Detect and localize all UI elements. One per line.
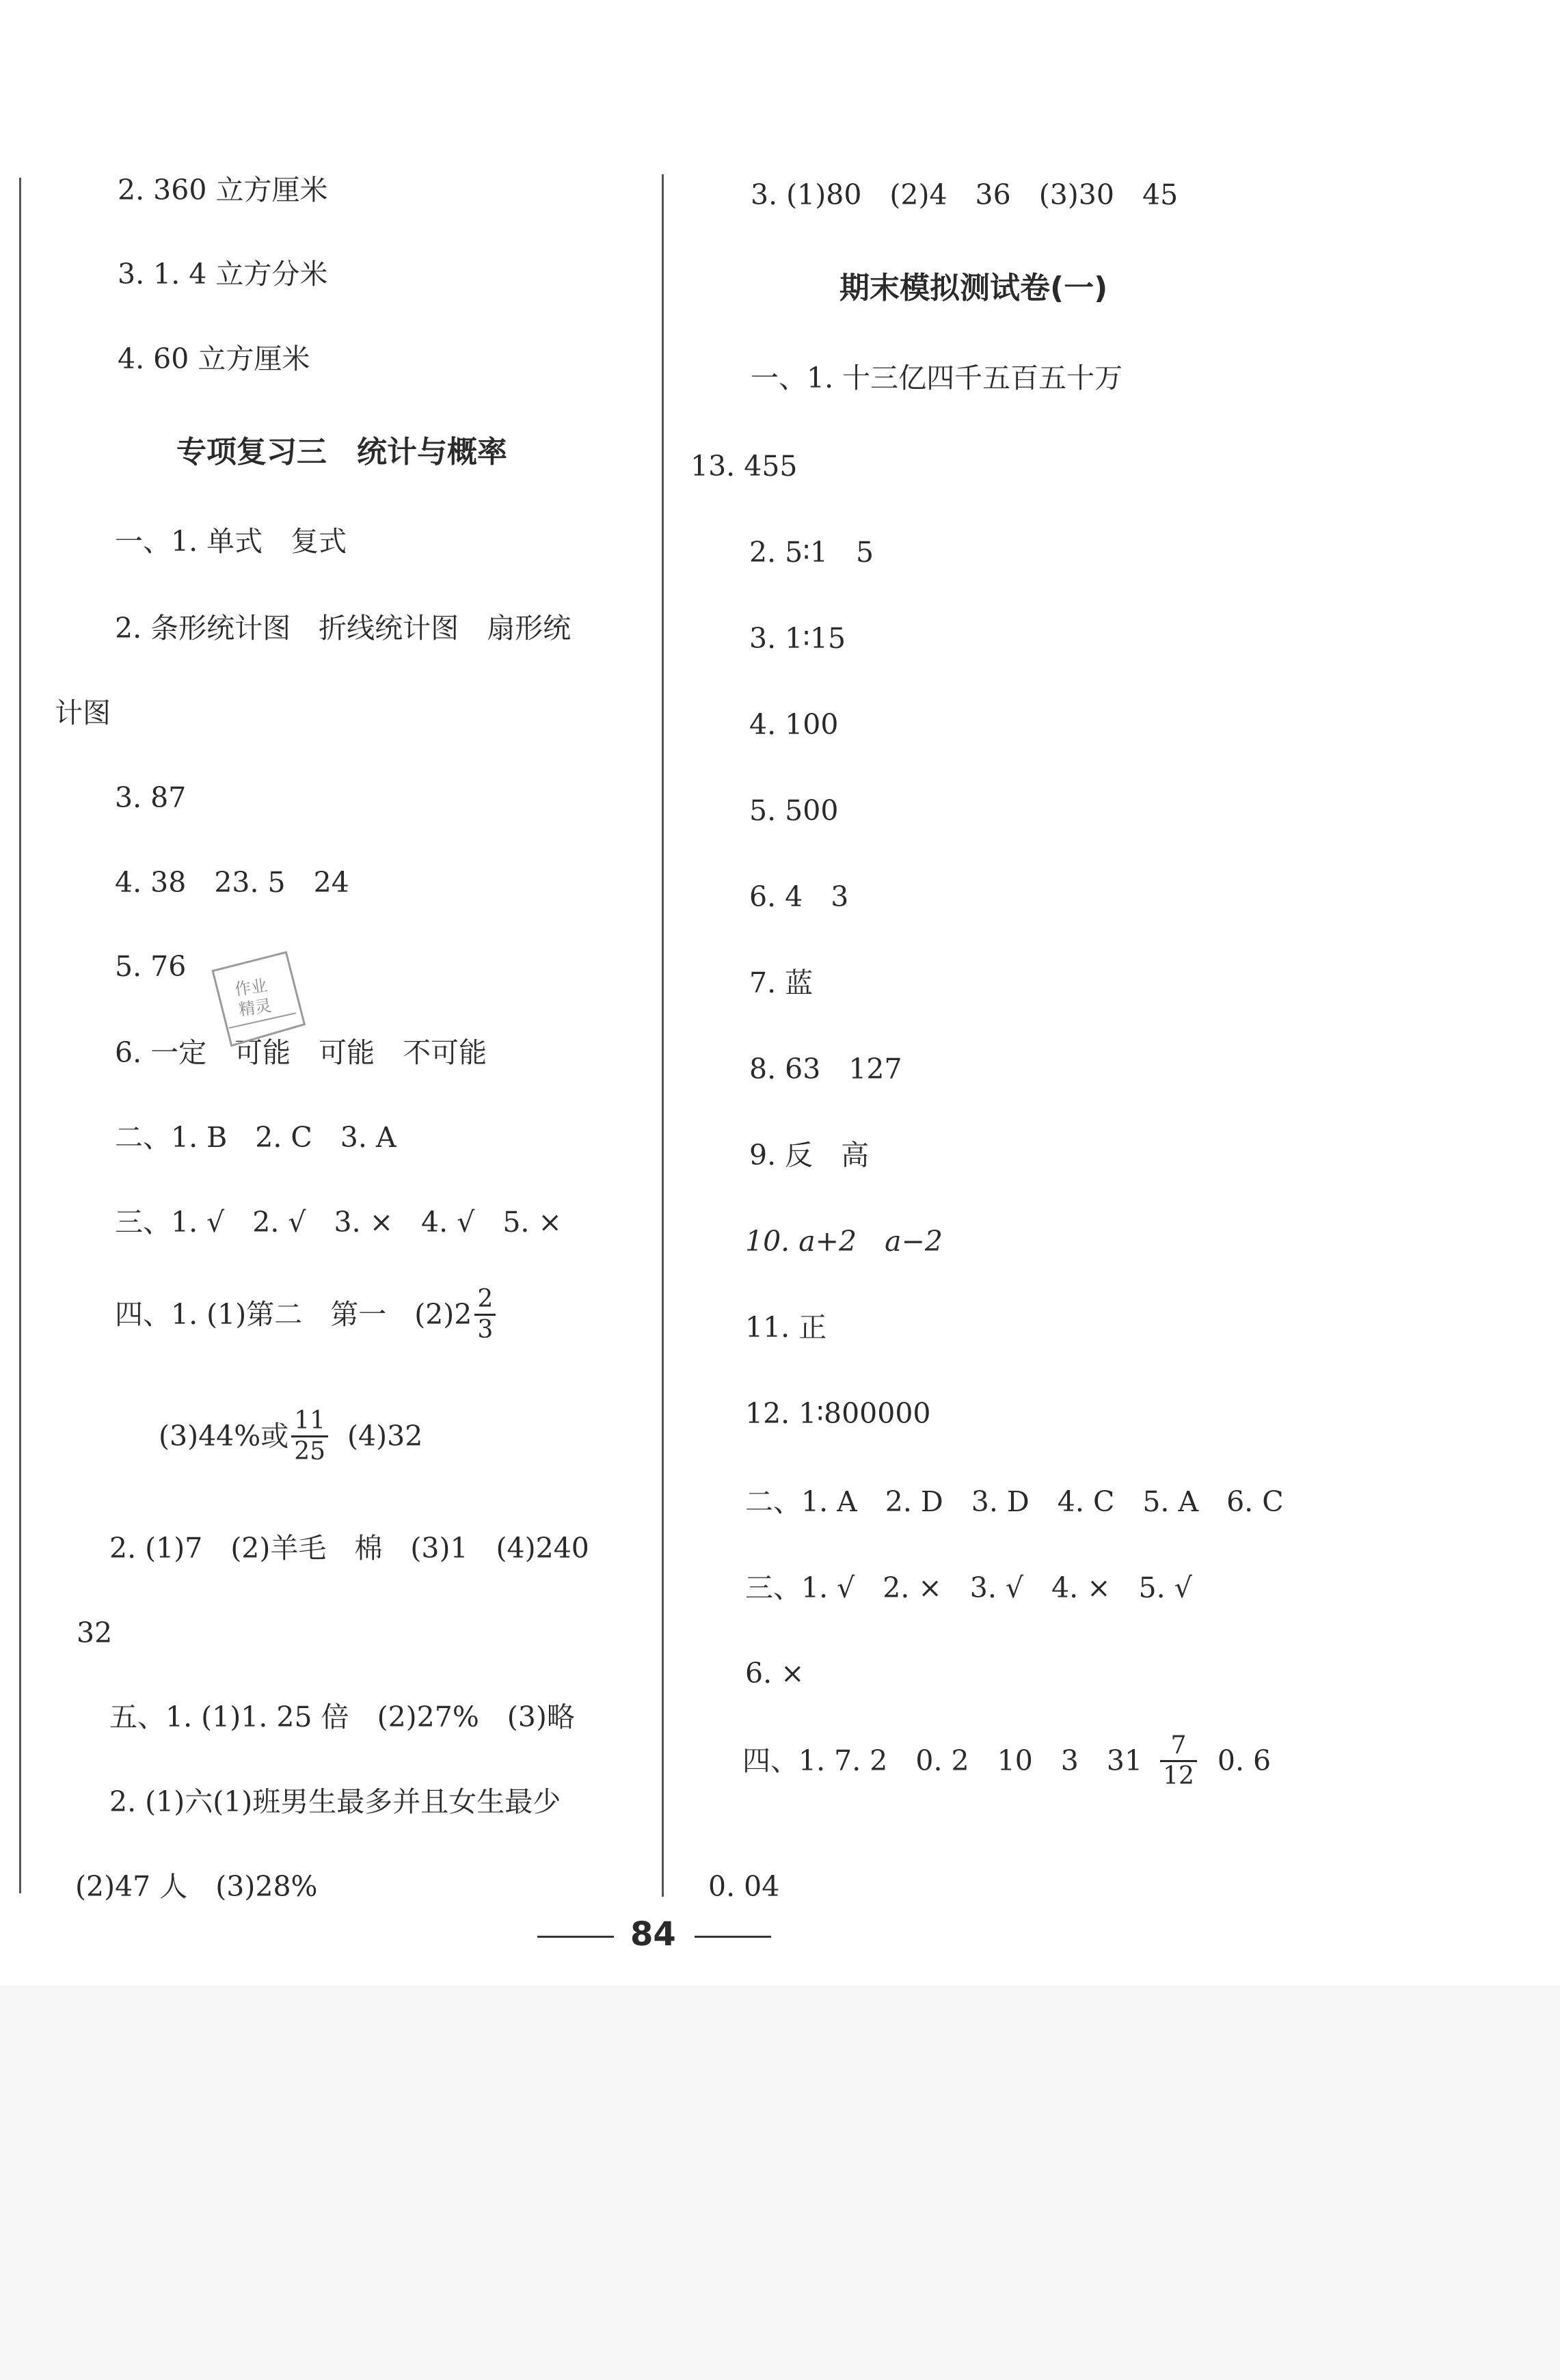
watermark-stamp [198,943,314,1059]
fraction-numerator: 11 [291,1408,328,1437]
answer-line: 3. (1)80 (2)4 36 (3)30 45 [751,178,1179,211]
page-number: 84 [630,1915,676,1953]
answer-line: 一、1. 单式 复式 [115,525,347,558]
page-bottom-margin [0,1986,1560,2380]
answer-line [115,1286,498,1343]
answer-text: (4)32 [347,1419,423,1452]
answer-line: 7. 蓝 [749,966,813,999]
answer-line: 6. 一定 可能 可能 不可能 [115,1036,487,1069]
answer-line: 2. 条形统计图 折线统计图 扇形统 [115,612,571,645]
answer-line [159,1408,422,1465]
section-title: 专项复习三 统计与概率 [176,435,507,470]
stamp-line: 作业 [233,975,269,1000]
fraction-numerator: 7 [1160,1733,1197,1762]
fraction [1160,1733,1197,1789]
answer-line: 3. 1. 4 立方分米 [118,258,328,290]
answer-line: 13. 455 [690,450,798,483]
answer-line: 0. 04 [708,1870,780,1903]
answer-line: 6. × [745,1657,805,1690]
answer-line: 3. 87 [115,781,187,814]
answer-line: 4. 60 立方厘米 [118,342,310,375]
answer-line: 计图 [55,697,111,729]
answer-line: 3. 1∶15 [749,622,846,655]
answer-line: 五、1. (1)1. 25 倍 (2)27% (3)略 [109,1701,575,1733]
answer-line: 10. a+2 a−2 [745,1225,943,1258]
fraction [291,1408,328,1465]
answer-line: 三、1. √ 2. √ 3. × 4. √ 5. × [115,1206,562,1239]
answer-line: 4. 38 23. 5 24 [115,866,349,899]
answer-line: 32 [77,1617,113,1649]
answer-text: 四、1. 7. 2 0. 2 10 3 31 [742,1744,1143,1777]
answer-line [742,1733,1271,1789]
answer-line: 2. (1)7 (2)羊毛 棉 (3)1 (4)240 [109,1532,589,1565]
answer-line: 2. (1)六(1)班男生最多并且女生最少 [109,1785,561,1818]
answer-line: 二、1. B 2. C 3. A [115,1121,396,1154]
page-number-rule-left [537,1936,614,1938]
stamp-line: 精灵 [237,996,273,1020]
fraction-numerator: 2 [474,1286,496,1316]
fraction [474,1286,496,1343]
answer-line: 11. 正 [745,1311,827,1344]
answer-line: 8. 63 127 [749,1053,902,1085]
answer-text: 四、1. (1)第二 第一 (2)2 [115,1297,472,1331]
answer-line: (2)47 人 (3)28% [75,1870,318,1903]
answer-text: 0. 6 [1217,1744,1272,1777]
answer-line: 4. 100 [749,708,839,741]
answer-line: 5. 76 [115,950,187,983]
answer-line: 5. 500 [749,794,839,827]
column-divider [662,174,664,1897]
left-margin-rule [19,178,21,1893]
fraction-denominator: 25 [294,1437,326,1465]
answer-line: 2. 5∶1 5 [749,536,874,569]
answer-line: 三、1. √ 2. × 3. √ 4. × 5. √ [745,1571,1192,1604]
answer-line: 2. 360 立方厘米 [118,174,328,206]
answer-line: 12. 1∶800000 [745,1397,931,1430]
answer-line: 9. 反 高 [749,1139,870,1172]
answer-line: 二、1. A 2. D 3. D 4. C 5. A 6. C [745,1485,1284,1518]
fraction-denominator: 12 [1163,1761,1194,1790]
answer-line: 6. 4 3 [749,880,849,913]
answer-line: 一、1. 十三亿四千五百五十万 [751,362,1123,394]
section-title: 期末模拟测试卷(一) [839,271,1108,306]
fraction-denominator: 3 [477,1315,494,1344]
answer-text: (3)44%或 [159,1419,289,1452]
page-number-rule-right [695,1936,771,1938]
